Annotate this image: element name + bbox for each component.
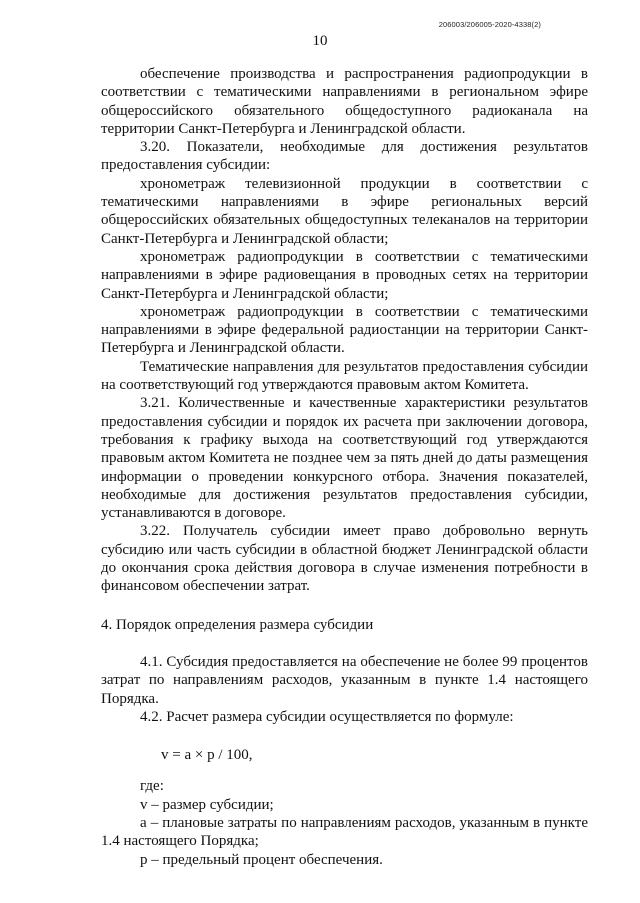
paragraph-federal-radio-timing: хронометраж радиопродукции в соответствии с тематическими направлениями в эфире федеральной радиостанции на территории Санкт-Петербурга и Ленинградской области. — [101, 303, 588, 357]
paragraph-wired-radio-timing: хронометраж радиопродукции в соответствии с тематическими направлениями в эфире радиовещания в проводных сетях на территории Санкт-Петербурга и Ленинградской области; — [101, 248, 588, 302]
paragraph-tv-timing: хронометраж телевизионной продукции в соответствии с тематическими направлениями в эфире региональных версий общероссийских обязательных общедоступных телеканалов на территории Санкт-Петербурга и Ленинградской области; — [101, 175, 588, 247]
definition-a: a – плановые затраты по направлениям расходов, указанным в пункте 1.4 настоящего Порядка; — [101, 814, 588, 850]
formula: v = a × p / 100, — [161, 747, 253, 764]
paragraph-4-2: 4.2. Расчет размера субсидии осуществляется по формуле: — [140, 708, 514, 725]
formula-where: где: — [140, 778, 164, 795]
paragraph-continuation: обеспечение производства и распространения радиопродукции в соответствии с тематическими направлениями в региональном эфире общероссийского обязательного общедоступного радиоканала на территории Санкт-Петербурга и Ленинградской области. — [101, 66, 588, 137]
paragraph-3-22: 3.22. Получатель субсидии имеет право добровольно вернуть субсидию или часть субсидии в областной бюджет Ленинградской области до окончания срока действия договора в случае изменения потребности в финансовом обеспечении затрат. — [101, 523, 588, 595]
document-id: 206003/206005-2020-4338(2) — [438, 20, 541, 29]
paragraph-4-1: 4.1. Субсидия предоставляется на обеспечение не более 99 процентов затрат по направлениям расходов, указанным в пункте 1.4 настоящего Порядка. — [101, 653, 588, 707]
page-number: 10 — [312, 33, 328, 49]
section-heading: 4. Порядок определения размера субсидии — [101, 616, 374, 633]
definition-p: p – предельный процент обеспечения. — [140, 851, 383, 868]
paragraph-3-21: 3.21. Количественные и качественные характеристики результатов предоставления субсидии и порядок их расчета при заключении договора, требования к графику выхода на соответствующий год утверждаются правовым актом Комитета не позднее чем за пять дней до даты размещения информации о проведении конкурсного отбора. Значения показателей, необходимые для достижения результатов предоставления субсидии, устанавливаются в договоре. — [101, 395, 588, 522]
definition-v: v – размер субсидии; — [140, 796, 274, 813]
paragraph-thematic-directions: Тематические направления для результатов предоставления субсидии на соответствующий год утверждаются правовым актом Комитета. — [101, 358, 588, 394]
paragraph-3-20: 3.20. Показатели, необходимые для достижения результатов предоставления субсидии: — [101, 139, 588, 174]
document-body — [101, 65, 588, 869]
